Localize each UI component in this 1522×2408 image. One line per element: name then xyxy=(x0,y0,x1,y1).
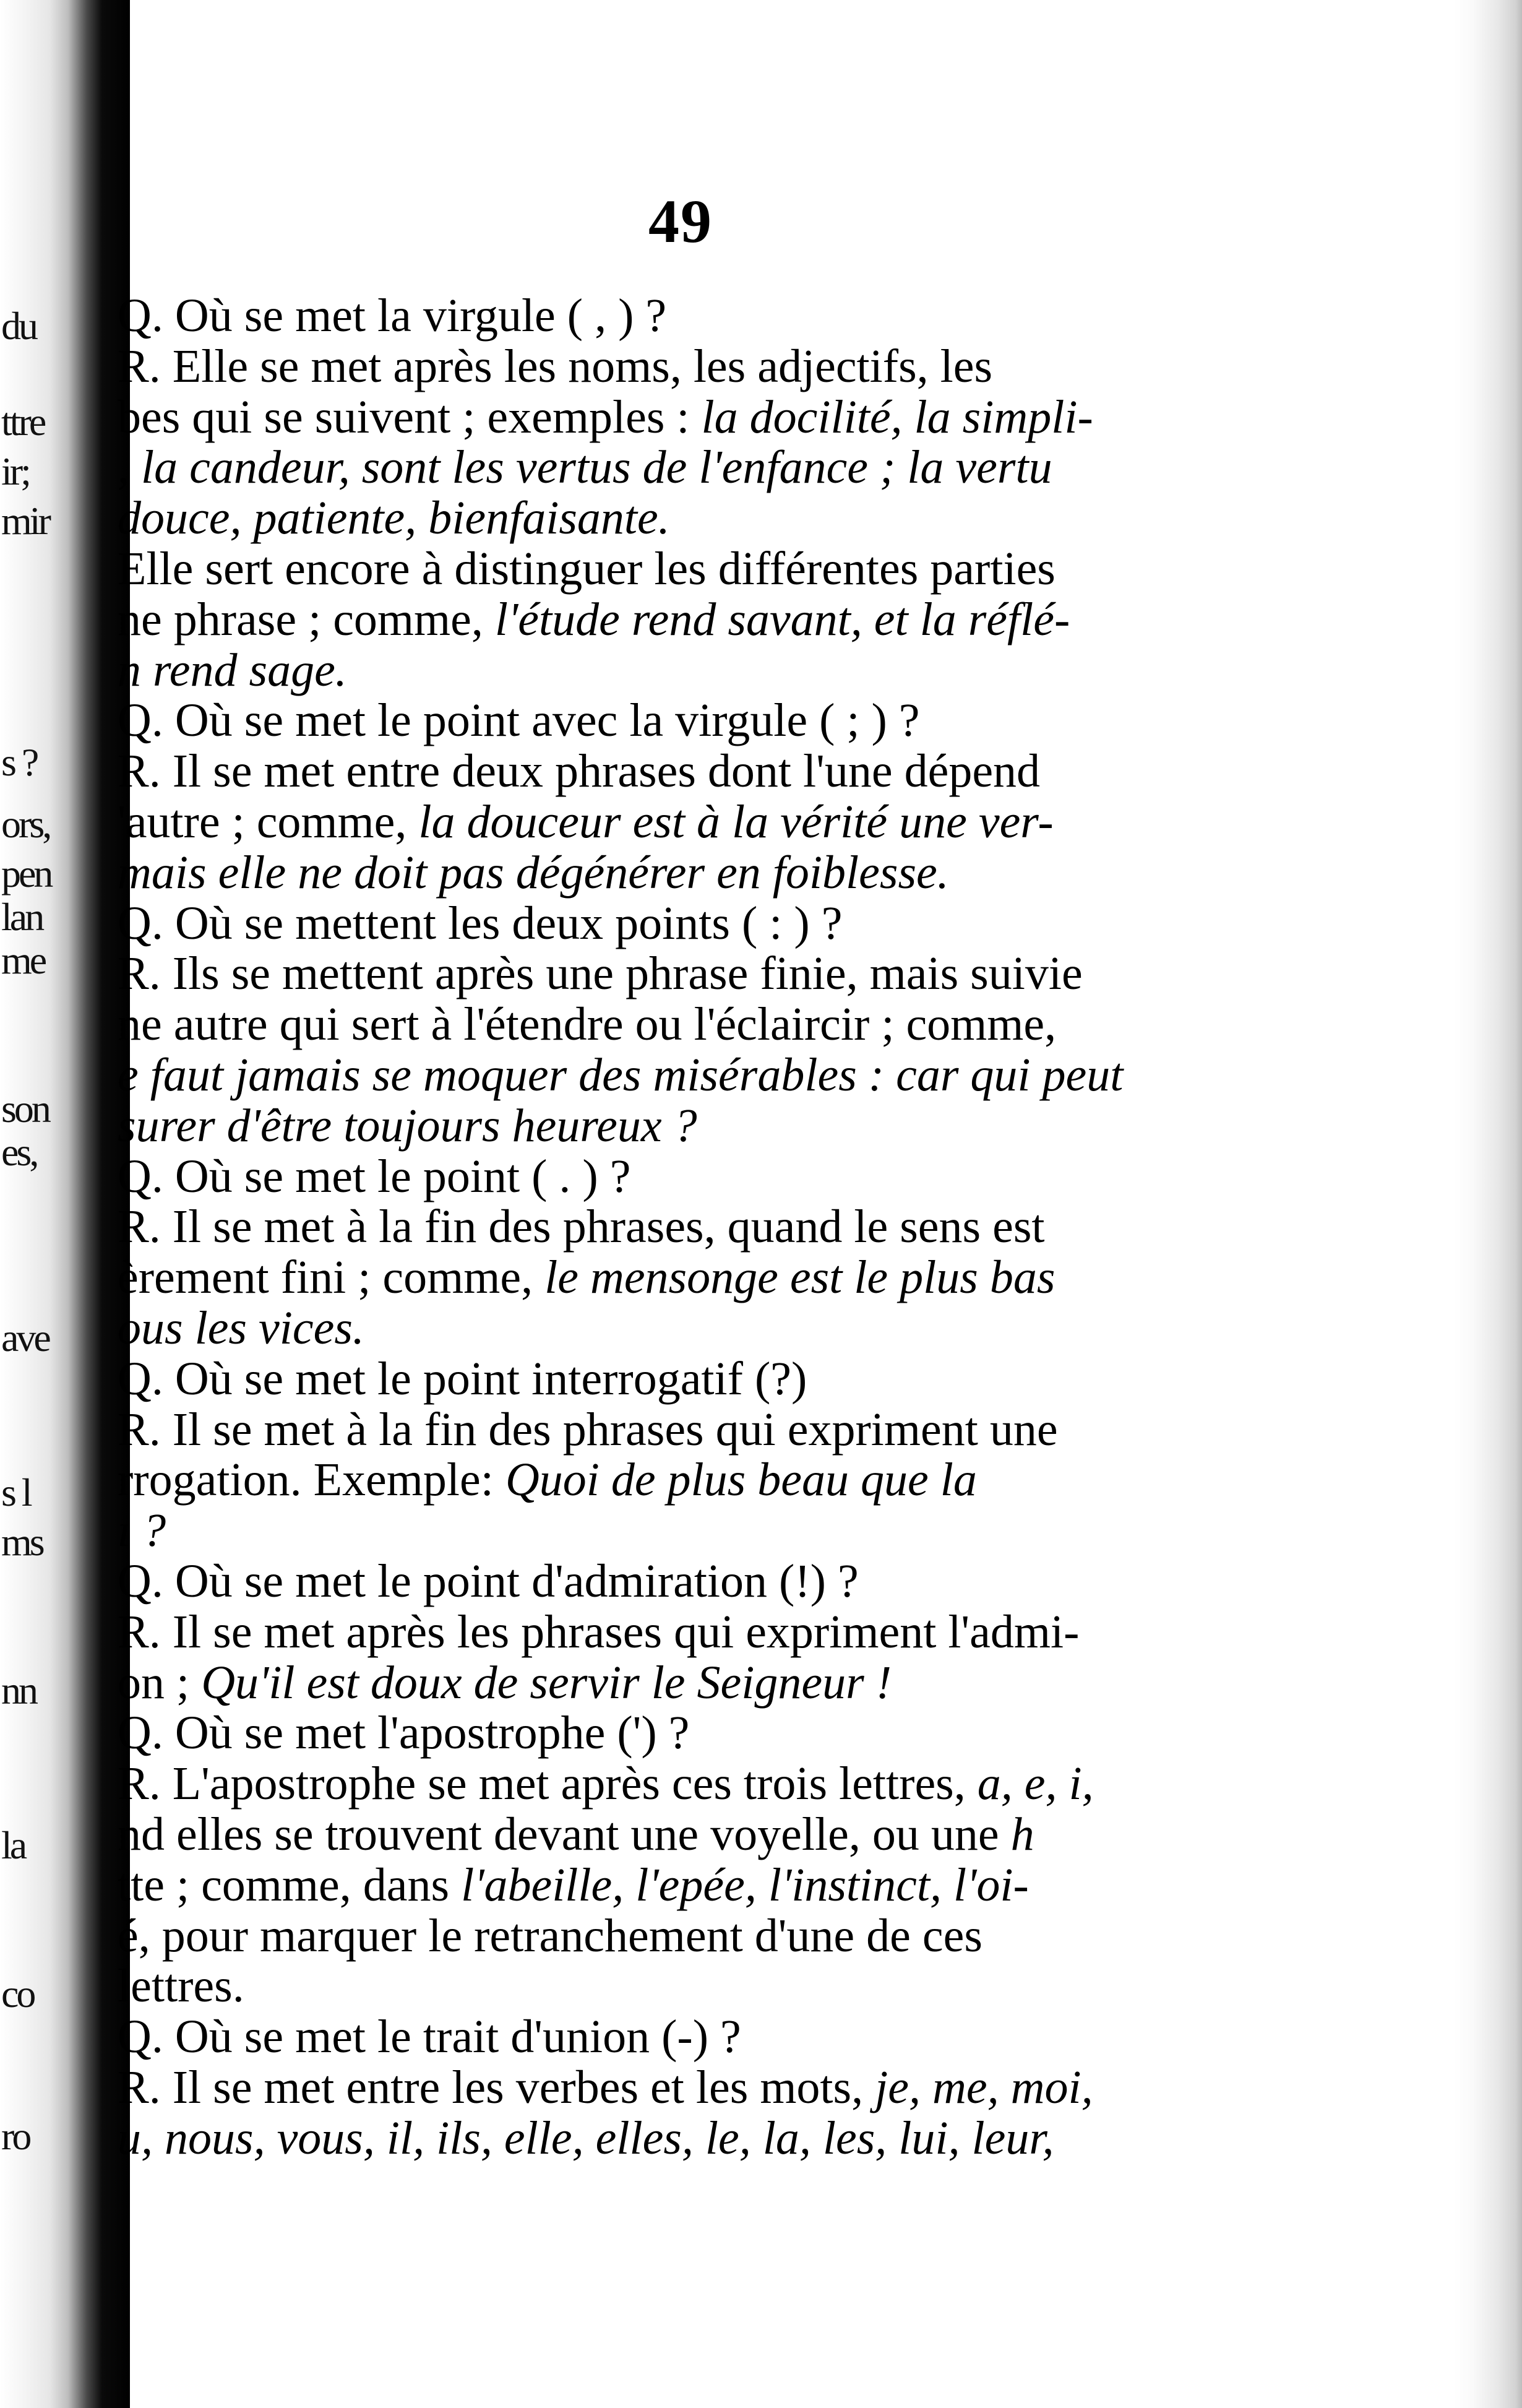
text-line xyxy=(118,999,1262,1050)
italic-text: ı ? xyxy=(118,1504,166,1557)
text-line xyxy=(118,696,1262,746)
text-line xyxy=(118,1759,1262,1810)
text-line xyxy=(118,1405,1262,1456)
text-line xyxy=(118,1658,1262,1709)
text-line xyxy=(118,342,1262,392)
previous-page-fragment: du xyxy=(1,304,36,348)
text-line xyxy=(118,392,1262,443)
text-segment: R. Il se met après les phrases qui expriment l'admi- xyxy=(118,1605,1080,1658)
text-line xyxy=(118,1354,1262,1405)
previous-page-fragment: ir; xyxy=(1,449,29,493)
previous-page-fragment: mir xyxy=(1,499,49,543)
text-line xyxy=(118,1911,1262,1962)
text-segment: lettres. xyxy=(118,1960,244,2013)
italic-text: douce, patiente, bienfaisante. xyxy=(118,492,670,545)
italic-text: a, e, i, xyxy=(977,1758,1094,1810)
text-line xyxy=(118,595,1262,645)
text-segment: tte ; comme, dans xyxy=(118,1858,462,1911)
text-line xyxy=(118,899,1262,949)
previous-page-edge xyxy=(0,0,59,2408)
text-segment: R. Elle se met après les noms, les adjectifs, les xyxy=(118,340,993,392)
text-line xyxy=(118,1455,1262,1506)
italic-text: , la candeur, sont les vertus de l'enfance ; la vertu xyxy=(118,441,1052,494)
text-line xyxy=(118,746,1262,797)
italic-text: Quoi de plus beau que la xyxy=(505,1454,977,1506)
text-line xyxy=(118,1607,1262,1658)
italic-text: mais elle ne doit pas dégénérer en foiblesse. xyxy=(118,846,949,899)
italic-text: Qu'il est doux de servir le Seigneur ! xyxy=(201,1656,892,1709)
italic-text: l'étude rend savant, et la réflé- xyxy=(494,593,1070,645)
italic-text: h xyxy=(1010,1808,1034,1860)
text-segment: on ; xyxy=(118,1656,202,1709)
italic-text: ous les vices. xyxy=(118,1301,364,1354)
text-line xyxy=(118,1101,1262,1152)
text-line xyxy=(118,1152,1262,1202)
text-line xyxy=(118,544,1262,595)
text-segment: R. Il se met entre les verbes et les mots, xyxy=(118,2061,875,2113)
text-line xyxy=(118,1253,1262,1303)
text-segment: Q. Où se met la virgule ( , ) ? xyxy=(118,290,667,342)
text-segment: R. Il se met entre deux phrases dont l'une dépend xyxy=(118,745,1041,798)
previous-page-fragment: ors, xyxy=(1,802,50,846)
text-line xyxy=(118,645,1262,696)
text-line xyxy=(118,291,1262,342)
text-line xyxy=(118,1961,1262,2012)
italic-text: n rend sage. xyxy=(118,644,347,696)
text-segment: èrement fini ; comme, xyxy=(118,1251,545,1304)
previous-page-fragment: me xyxy=(1,938,45,982)
text-line xyxy=(118,1050,1262,1101)
text-segment: Q. Où se met le point interrogatif (?) xyxy=(118,1352,807,1405)
text-segment: Q. Où se met l'apostrophe (') ? xyxy=(118,1707,690,1759)
previous-page-fragment: nn xyxy=(1,1668,36,1712)
previous-page-fragment: la xyxy=(1,1823,25,1867)
text-segment: Q. Où se met le point d'admiration (!) ? xyxy=(118,1555,859,1607)
previous-page-fragment: es, xyxy=(1,1130,37,1174)
previous-page-fragment: lan xyxy=(1,895,43,939)
text-line xyxy=(118,1810,1262,1860)
italic-text: surer d'être toujours heureux ? xyxy=(118,1099,697,1152)
text-segment: nd elles se trouvent devant une voyelle, ou une xyxy=(118,1808,1011,1860)
text-line xyxy=(118,2063,1262,2113)
text-line xyxy=(118,442,1262,493)
italic-text: u, nous, vous, il, ils, elle, elles, le, la, les, lui, leur, xyxy=(118,2112,1054,2164)
text-line xyxy=(118,2012,1262,2063)
text-segment: é, pour marquer le retranchement d'une de ces xyxy=(118,1909,982,1962)
page-number: 49 xyxy=(648,187,713,256)
text-segment: Q. Où se mettent les deux points ( : ) ? xyxy=(118,897,843,949)
text-segment: Q. Où se met le point avec la virgule ( ; ) ? xyxy=(118,694,920,747)
previous-page-fragment: ttre xyxy=(1,400,45,444)
italic-text: e faut jamais se moquer des misérables : car qui peut xyxy=(118,1048,1124,1101)
text-segment: R. L'apostrophe se met après ces trois lettres, xyxy=(118,1758,978,1810)
text-segment: R. Il se met à la fin des phrases, quand le sens est xyxy=(118,1201,1045,1253)
page-edge xyxy=(1454,0,1522,2408)
text-segment: ne autre qui sert à l'étendre ou l'éclaircir ; comme, xyxy=(118,998,1057,1051)
text-segment: ne phrase ; comme, xyxy=(118,593,495,645)
text-line xyxy=(118,797,1262,848)
previous-page-fragment: son xyxy=(1,1087,49,1131)
previous-page-fragment: co xyxy=(1,1972,34,2016)
text-line xyxy=(118,1860,1262,1911)
text-line xyxy=(118,1708,1262,1759)
text-line xyxy=(118,1556,1262,1607)
text-segment: rrogation. Exemple: xyxy=(118,1454,505,1506)
previous-page-fragment: s l xyxy=(1,1470,30,1514)
text-line xyxy=(118,493,1262,544)
previous-page-fragment: ms xyxy=(1,1520,43,1564)
text-segment: bes qui se suivent ; exemples : xyxy=(118,391,702,443)
text-line xyxy=(118,1202,1262,1253)
text-line xyxy=(118,848,1262,899)
italic-text: je, me, moi, xyxy=(875,2061,1093,2113)
text-segment: Q. Où se met le trait d'union (-) ? xyxy=(118,2011,741,2063)
italic-text: le mensonge est le plus bas xyxy=(544,1251,1056,1304)
previous-page-fragment: s ? xyxy=(1,740,37,784)
italic-text: l'abeille, l'epée, l'instinct, l'oi- xyxy=(461,1858,1029,1911)
previous-page-fragment: pen xyxy=(1,852,51,895)
previous-page-fragment: ave xyxy=(1,1316,49,1360)
text-segment: R. Il se met à la fin des phrases qui expriment une xyxy=(118,1403,1058,1456)
text-line xyxy=(118,1303,1262,1354)
text-line xyxy=(118,1506,1262,1556)
previous-page-fragment: ro xyxy=(1,2114,30,2158)
text-segment: Q. Où se met le point ( . ) ? xyxy=(118,1150,631,1202)
italic-text: la douceur est à la vérité une ver- xyxy=(418,795,1054,848)
text-segment: 'autre ; comme, xyxy=(118,795,419,848)
text-line xyxy=(118,949,1262,999)
italic-text: la docilité, la simpli- xyxy=(701,391,1093,443)
text-segment: R. Ils se mettent après une phrase finie, mais suivie xyxy=(118,947,1083,1000)
text-segment: Elle sert encore à distinguer les différentes parties xyxy=(118,542,1056,595)
text-line xyxy=(118,2113,1262,2164)
page-text xyxy=(118,291,1262,2164)
